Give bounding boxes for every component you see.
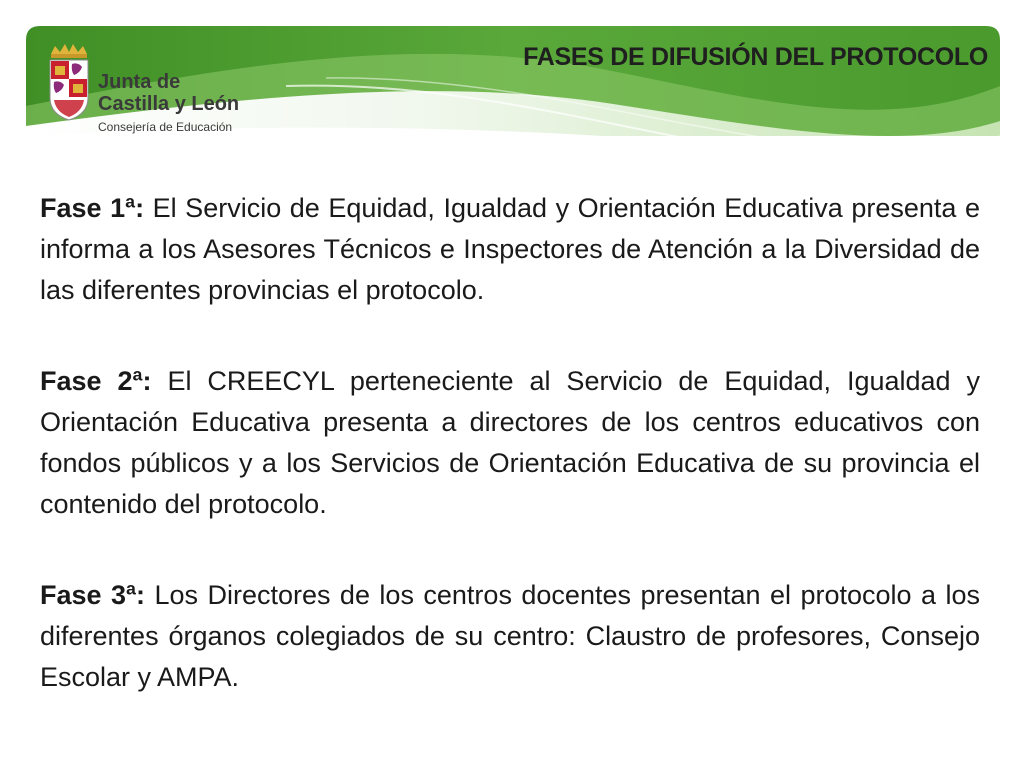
junta-castilla-leon-logo xyxy=(40,40,270,140)
phase-2-text: El CREECYL perteneciente al Servicio de Equidad, Igualdad y Orientación Educativa presenta a directores de los centros educativos con fondos públicos y a los Servicios de Orientación Educativa de su provincia el contenido del protocolo. xyxy=(40,366,980,519)
coat-of-arms-icon xyxy=(46,42,92,122)
phase-1-paragraph xyxy=(40,188,980,311)
phase-1-label: Fase 1ª: xyxy=(40,193,145,223)
phase-3-label: Fase 3ª: xyxy=(40,580,145,610)
slide-title: FASES DE DIFUSIÓN DEL PROTOCOLO xyxy=(523,43,988,71)
logo-text-consejeria: Consejería de Educación xyxy=(98,120,233,134)
phase-1-text: El Servicio de Equidad, Igualdad y Orientación Educativa presenta e informa a los Asesores Técnicos e Inspectores de Atención a la Diversidad de las diferentes provincias el protocolo. xyxy=(40,193,980,305)
phase-2-label: Fase 2ª: xyxy=(40,366,152,396)
phase-3-text: Los Directores de los centros docentes presentan el protocolo a los diferentes órganos colegiados de su centro: Claustro de profesores, Consejo Escolar y AMPA. xyxy=(40,580,980,692)
logo-text-castilla-leon: Castilla y León xyxy=(98,93,240,115)
logo-text-junta: Junta de xyxy=(98,71,181,93)
phase-2-paragraph xyxy=(40,361,980,525)
phase-3-paragraph xyxy=(40,575,980,698)
phases-content xyxy=(40,188,980,748)
